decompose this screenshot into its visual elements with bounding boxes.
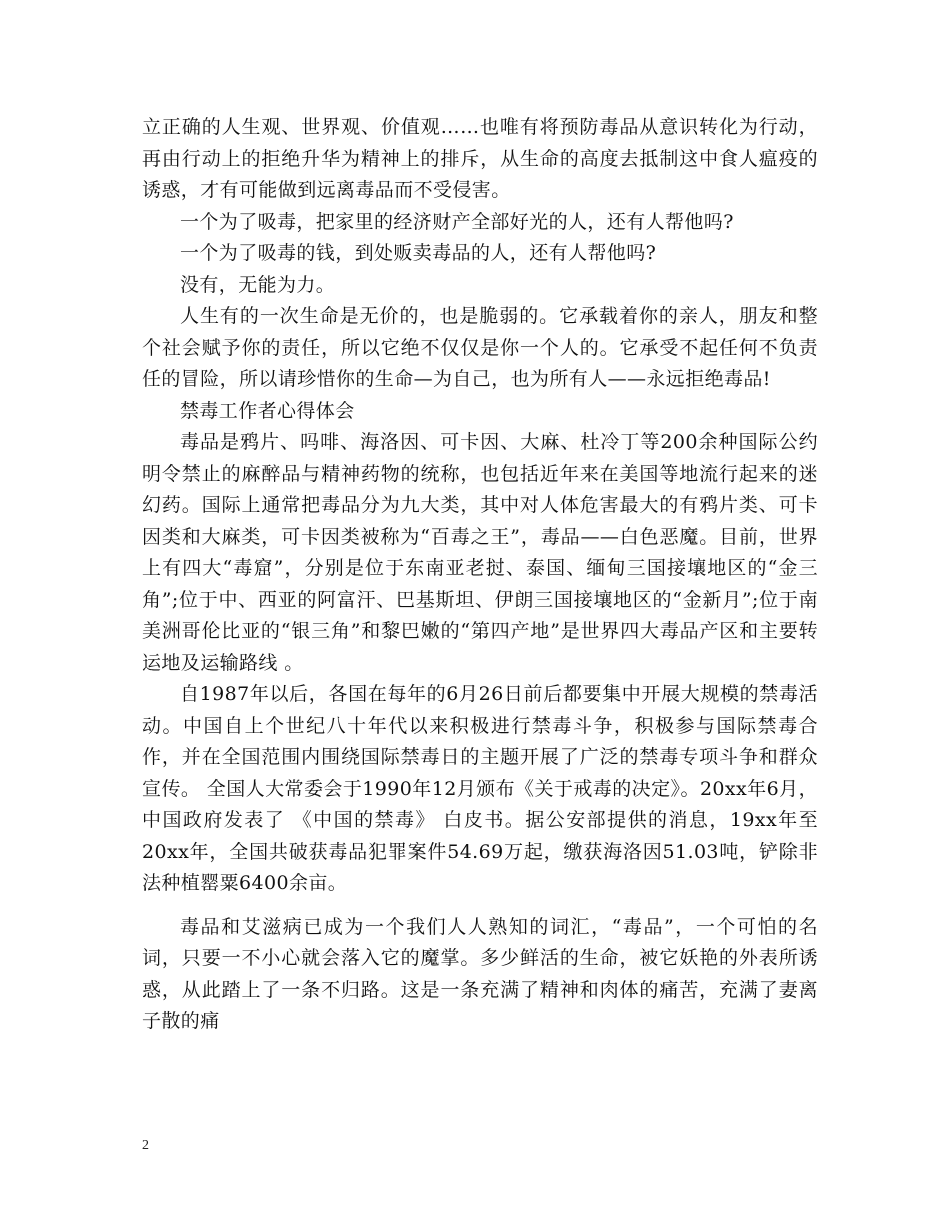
paragraph-question-1: 一个为了吸毒，把家里的经济财产全部好光的人，还有人帮他吗? <box>180 210 734 233</box>
paragraph-question-2: 一个为了吸毒的钱，到处贩卖毒品的人，还有人帮他吗? <box>180 242 657 264</box>
document-body <box>142 112 818 1038</box>
paragraph-drug-definition: 毒品是鸦片、吗啡、海洛因、可卡因、大麻、杜冷丁等200余种国际公约明令禁止的麻醉品与精神药物的统称，也包括近年来在美国等地流行起来的迷幻药。国际上通常把毒品分为九大类，其中对人体危害最大的有鸦片类、可卡因类和大麻类，可卡因类被称为“百毒之王”，毒品——白色恶魔。目前，世界上有四大“毒窟”，分别是位于东南亚老挝、泰国、缅甸三国接壤地区的“金三角”;位于中、西亚的阿富汗、巴基斯坦、伊朗三国接壤地区的“金新月”;位于南美洲哥伦比亚的“银三角”和黎巴嫩的“第四产地”是世界四大毒品产区和主要转运地及运输路线 。 <box>142 431 818 674</box>
paragraph-answer: 没有，无能为力。 <box>180 273 336 296</box>
paragraph-drugs-and-aids: 毒品和艾滋病已成为一个我们人人熟知的词汇，“毒品”，一个可怕的名词，只要一不小心就会落入它的魔掌。多少鲜活的生命，被它妖艳的外表所诱惑，从此踏上了一条不归路。这是一条充满了精神和肉体的痛苦，充满了妻离子散的痛 <box>142 915 818 1032</box>
paragraph-life-value: 人生有的一次生命是无价的，也是脆弱的。它承载着你的亲人，朋友和整个社会赋予你的责任，所以它绝不仅仅是你一个人的。它承受不起任何不负责任的冒险，所以请珍惜你的生命—为自己，也为所有人——永远拒绝毒品! <box>142 305 818 390</box>
section-heading: 禁毒工作者心得体会 <box>180 399 355 422</box>
paragraph-continuation: 立正确的人生观、世界观、价值观……也唯有将预防毒品从意识转化为行动，再由行动上的拒绝升华为精神上的排斥，从生命的高度去抵制这中食人瘟疫的诱惑，才有可能做到远离毒品而不受侵害。 <box>142 116 818 201</box>
page-number: 2 <box>142 1138 149 1153</box>
paragraph-antidrug-history: 自1987年以后，各国在每年的6月26日前后都要集中开展大规模的禁毒活动。中国自上个世纪八十年代以来积极进行禁毒斗争，积极参与国际禁毒合作，并在全国范围内围绕国际禁毒日的主题开展了广泛的禁毒专项斗争和群众宣传。 全国人大常委会于1990年12月颁布《关于戒毒的决定》。20xx年6月，中国政府发表了 《中国的禁毒》 白皮书。据公安部提供的消息，19xx年至20xx年，全国共破获毒品犯罪案件54.69万起，缴获海洛因51.03吨，铲除非法种植罂粟6400余亩。 <box>142 683 818 894</box>
